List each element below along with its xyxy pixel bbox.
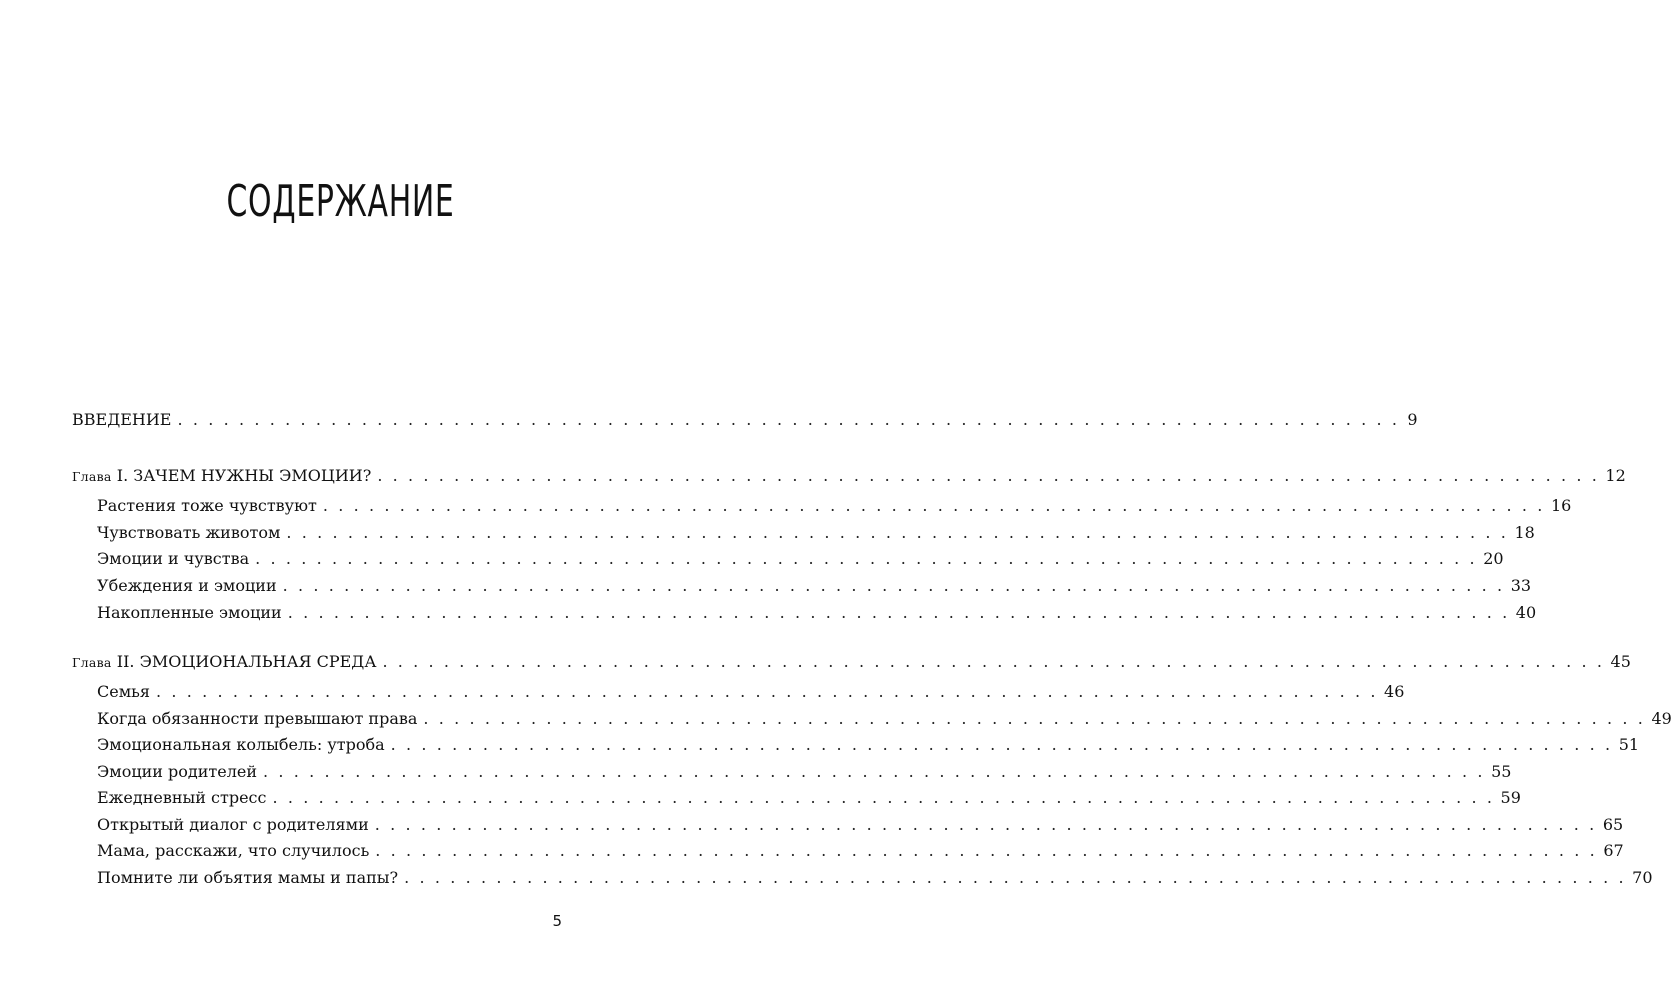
toc-page-number: 9: [1407, 410, 1418, 429]
toc-page-number: 55: [1491, 762, 1512, 781]
toc-section-entry: [97, 762, 1512, 782]
dot-leader: . . . . . . . . . . . . . . . . . . . . . . . . . . . . . . . . . . . . . . . . . . . . . . . . . . . . . . . . . . . . . . . . . . . . . . . . . . . . . . . .: [286, 523, 1509, 542]
toc-chapter-entry: [72, 410, 1418, 430]
toc-entry-text: Эмоции родителей: [97, 762, 258, 781]
toc-section-entry: [97, 788, 1521, 808]
toc-page-number: 40: [1515, 603, 1537, 622]
dot-leader: . . . . . . . . . . . . . . . . . . . . . . . . . . . . . . . . . . . . . . . . . . . . . . . . . . . . . . . . . . . . . . . . . . . . . . . . . . . . . . . .: [322, 496, 1545, 515]
dot-leader: . . . . . . . . . . . . . . . . . . . . . . . . . . . . . . . . . . . . . . . . . . . . . . . . . . . . . . . . . . . . . . . . . . . . . . . . . . . . . . . .: [272, 788, 1495, 807]
dot-leader: . . . . . . . . . . . . . . . . . . . . . . . . . . . . . . . . . . . . . . . . . . . . . . . . . . . . . . . . . . . . . . . . . . . . . . . . . . . . . . . .: [287, 603, 1510, 622]
toc-chapter-entry: [72, 652, 1631, 673]
toc-section-entry: [97, 815, 1624, 835]
toc-entry-text: I. ЗАЧЕМ НУЖНЫ ЭМОЦИИ?: [111, 466, 372, 485]
toc-entry-label: [72, 466, 371, 487]
toc-page-number: 45: [1610, 652, 1631, 671]
toc-page-number: 59: [1500, 788, 1521, 807]
toc-entry-text: Чувствовать животом: [97, 523, 281, 542]
toc-entry-label: [72, 652, 376, 673]
toc-entry-label: [97, 576, 277, 596]
toc-entry-label: [97, 788, 266, 808]
toc-entry-text: Открытый диалог с родителями: [97, 815, 369, 834]
chapter-prefix: Глава: [72, 469, 112, 484]
toc-entry-text: II. ЭМОЦИОНАЛЬНАЯ СРЕДА: [111, 652, 377, 671]
toc-entry-label: [97, 496, 317, 516]
toc-entry-text: ВВЕДЕНИЕ: [72, 410, 172, 429]
toc-section-entry: [97, 735, 1640, 755]
toc-page-number: 51: [1618, 735, 1640, 754]
toc-entry-label: [97, 762, 257, 782]
toc-section-entry: [97, 709, 1672, 729]
toc-section-entry: [97, 868, 1653, 888]
toc-entry-label: [97, 868, 398, 888]
toc-entry-text: Эмоциональная колыбель: утроба: [97, 735, 385, 754]
toc-entry-text: Растения тоже чувствуют: [97, 496, 317, 515]
toc-entry-text: Семья: [97, 682, 150, 701]
dot-leader: . . . . . . . . . . . . . . . . . . . . . . . . . . . . . . . . . . . . . . . . . . . . . . . . . . . . . . . . . . . . . . . . . . . . . . . . . . . . . . . .: [155, 682, 1379, 701]
dot-leader: . . . . . . . . . . . . . . . . . . . . . . . . . . . . . . . . . . . . . . . . . . . . . . . . . . . . . . . . . . . . . . . . . . . . . . . . . . . . . . . .: [375, 841, 1598, 860]
toc-page-number: 33: [1510, 576, 1532, 595]
toc-section-entry: [97, 603, 1537, 623]
page-number: 5: [552, 912, 562, 930]
toc-entry-text: Помните ли объятия мамы и папы?: [97, 868, 399, 887]
toc-entry-text: Убеждения и эмоции: [97, 576, 277, 595]
dot-leader: . . . . . . . . . . . . . . . . . . . . . . . . . . . . . . . . . . . . . . . . . . . . . . . . . . . . . . . . . . . . . . . . . . . . . . . . . . . . . . . .: [404, 868, 1627, 887]
dot-leader: . . . . . . . . . . . . . . . . . . . . . . . . . . . . . . . . . . . . . . . . . . . . . . . . . . . . . . . . . . . . . . . . . . . . . . . . . . . . . . . .: [377, 466, 1600, 485]
dot-leader: . . . . . . . . . . . . . . . . . . . . . . . . . . . . . . . . . . . . . . . . . . . . . . . . . . . . . . . . . . . . . . . . . . . . . . . . . . . . . . . .: [177, 410, 1400, 429]
toc-entry-text: Эмоции и чувства: [97, 549, 250, 568]
dot-leader: . . . . . . . . . . . . . . . . . . . . . . . . . . . . . . . . . . . . . . . . . . . . . . . . . . . . . . . . . . . . . . . . . . . . . . . . . . . . . . . .: [423, 709, 1646, 728]
toc-entry-label: [97, 735, 385, 755]
toc-page-number: 18: [1514, 523, 1535, 542]
toc-entry-label: [97, 523, 280, 543]
toc-page-number: 20: [1483, 549, 1504, 568]
toc-section-entry: [97, 496, 1572, 516]
toc-page-number: 49: [1651, 709, 1672, 728]
toc-page-number: 70: [1632, 868, 1653, 887]
toc-entry-label: [97, 549, 249, 569]
toc-entry-label: [72, 410, 171, 430]
toc-section-entry: [97, 523, 1535, 543]
toc-entry-text: Мама, расскажи, что случилось: [97, 841, 370, 860]
toc-page-number: 46: [1384, 682, 1405, 701]
toc-chapter-entry: [72, 466, 1626, 487]
dot-leader: . . . . . . . . . . . . . . . . . . . . . . . . . . . . . . . . . . . . . . . . . . . . . . . . . . . . . . . . . . . . . . . . . . . . . . . . . . . . . . . .: [382, 652, 1605, 671]
toc-entry-text: Когда обязанности превышают права: [97, 709, 418, 728]
toc-page-number: 12: [1605, 466, 1626, 485]
toc-page-number: 65: [1602, 815, 1624, 834]
toc-page-number: 67: [1603, 841, 1624, 860]
dot-leader: . . . . . . . . . . . . . . . . . . . . . . . . . . . . . . . . . . . . . . . . . . . . . . . . . . . . . . . . . . . . . . . . . . . . . . . . . . . . . . . .: [390, 735, 1613, 754]
toc-section-entry: [97, 841, 1624, 861]
toc-section-entry: [97, 576, 1532, 596]
page-title: СОДЕРЖАНИЕ: [226, 176, 455, 227]
toc-entry-text: Ежедневный стресс: [97, 788, 267, 807]
toc-entry-label: [97, 603, 282, 623]
toc-entry-label: [97, 709, 417, 729]
toc-entry-label: [97, 841, 369, 861]
toc-page-number: 16: [1550, 496, 1572, 515]
dot-leader: . . . . . . . . . . . . . . . . . . . . . . . . . . . . . . . . . . . . . . . . . . . . . . . . . . . . . . . . . . . . . . . . . . . . . . . . . . . . . . . .: [255, 549, 1478, 568]
chapter-prefix: Глава: [72, 655, 112, 670]
dot-leader: . . . . . . . . . . . . . . . . . . . . . . . . . . . . . . . . . . . . . . . . . . . . . . . . . . . . . . . . . . . . . . . . . . . . . . . . . . . . . . . .: [263, 762, 1486, 781]
toc-entry-text: Накопленные эмоции: [97, 603, 282, 622]
toc-entry-label: [97, 815, 369, 835]
toc-section-entry: [97, 549, 1504, 569]
toc-entry-label: [97, 682, 150, 702]
toc-section-entry: [97, 682, 1405, 702]
dot-leader: . . . . . . . . . . . . . . . . . . . . . . . . . . . . . . . . . . . . . . . . . . . . . . . . . . . . . . . . . . . . . . . . . . . . . . . . . . . . . . . .: [282, 576, 1505, 595]
dot-leader: . . . . . . . . . . . . . . . . . . . . . . . . . . . . . . . . . . . . . . . . . . . . . . . . . . . . . . . . . . . . . . . . . . . . . . . . . . . . . . . .: [374, 815, 1597, 834]
